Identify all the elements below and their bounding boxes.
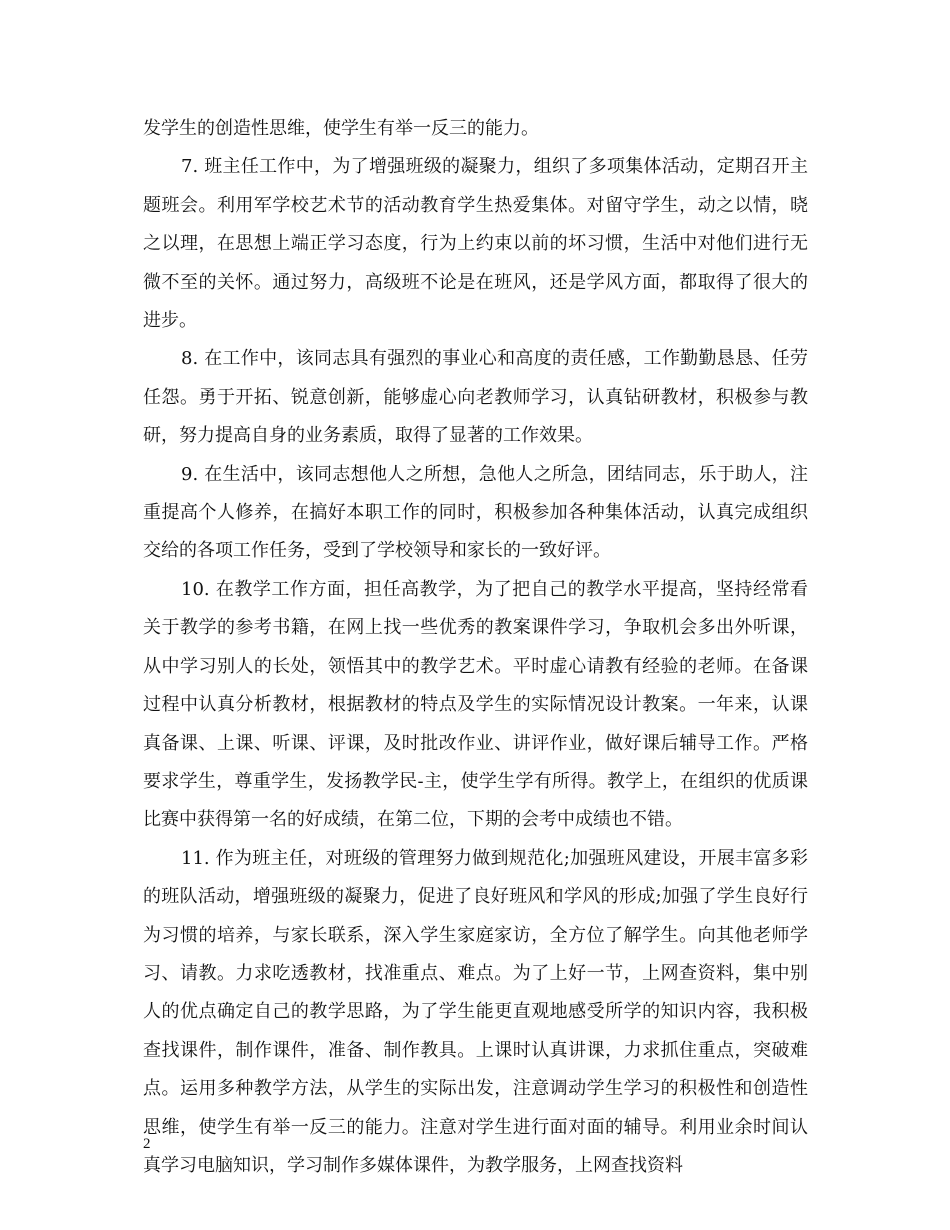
paragraph-continuation: 发学生的创造性思维，使学生有举一反三的能力。 xyxy=(143,118,539,139)
page-number: 2 xyxy=(143,1136,151,1152)
paragraph-item-8: 8. 在工作中，该同志具有强烈的事业心和高度的责任感，工作勤勤恳恳、任劳任怨。勇于开拓、锐意创新，能够虚心向老教师学习，认真钻研教材，积极参与教研，努力提高自身的业务素质，取得了显著的工作效果。 xyxy=(143,348,808,447)
paragraph-item-7: 7. 班主任工作中，为了增强班级的凝聚力，组织了多项集体活动，定期召开主题班会。利用军学校艺术节的活动教育学生热爱集体。对留守学生，动之以情，晓之以理，在思想上端正学习态度，行为上约束以前的坏习惯，生活中对他们进行无微不至的关怀。通过努力，高级班不论是在班风，还是学风方面，都取得了很大的进步。 xyxy=(143,156,808,332)
paragraph-item-10: 10. 在教学工作方面，担任高教学，为了把自己的教学水平提高，坚持经常看关于教学的参考书籍，在网上找一些优秀的教案课件学习，争取机会多出外听课，从中学习别人的长处，领悟其中的教学艺术。平时虚心请教有经验的老师。在备课过程中认真分析教材，根据教材的特点及学生的实际情况设计教案。一年来，认课真备课、上课、听课、评课，及时批改作业、讲评作业，做好课后辅导工作。严格要求学生，尊重学生，发扬教学民-主，使学生学有所得。教学上，在组织的优质课比赛中获得第一名的好成绩，在第二位，下期的会考中成绩也不错。 xyxy=(143,578,808,831)
document-body xyxy=(143,110,808,1185)
paragraph-item-11: 11. 作为班主任，对班级的管理努力做到规范化;加强班风建设，开展丰富多彩的班队活动，增强班级的凝聚力，促进了良好班风和学风的形成;加强了学生良好行为习惯的培养，与家长联系，深入学生家庭家访，全方位了解学生。向其他老师学习、请教。力求吃透教材，找准重点、难点。为了上好一节，上网查资料，集中别人的优点确定自己的教学思路，为了学生能更直观地感受所学的知识内容，我积极查找课件，制作课件，准备、制作教具。上课时认真讲课，力求抓住重点，突破难点。运用多种教学方法，从学生的实际出发，注意调动学生学习的积极性和创造性思维，使学生有举一反三的能力。注意对学生进行面对面的辅导。利用业余时间认真学习电脑知识，学习制作多媒体课件，为教学服务，上网查找资料 xyxy=(143,847,808,1176)
paragraph-item-9: 9. 在生活中，该同志想他人之所想，急他人之所急，团结同志，乐于助人，注重提高个人修养，在搞好本职工作的同时，积极参加各种集体活动，认真完成组织交给的各项工作任务，受到了学校领导和家长的一致好评。 xyxy=(143,463,808,562)
